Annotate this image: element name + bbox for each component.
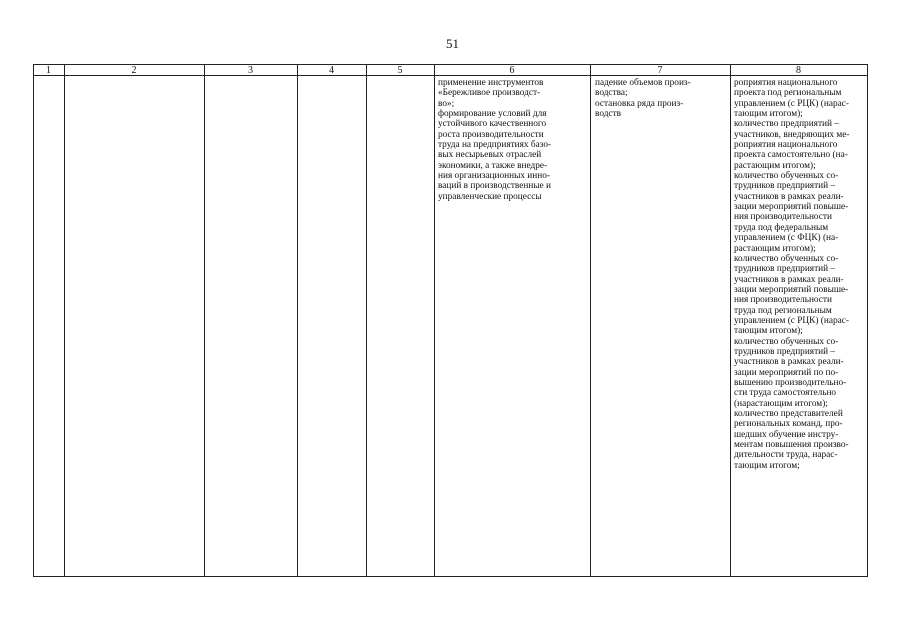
- column-number-1: 1: [46, 65, 51, 76]
- column-number-2: 2: [131, 65, 137, 76]
- column-number-3: 3: [248, 65, 253, 76]
- col-border-3: [297, 64, 298, 577]
- table-bottom-border: [33, 576, 868, 577]
- column-number-4: 4: [329, 65, 334, 76]
- col-border-7: [730, 64, 731, 577]
- cell-objectives: применение инструментов «Бережливое производст- во»; формирование условий для устойчивого качественного роста производительности труда на предприятиях базо- вых несырьевых отраслей экономики, а также внедре- ния организационных инно- ваций в производственные и управленческие процессы: [438, 78, 552, 202]
- cell-indicators: роприятия национального проекта под региональным управлением (с РЦК) (нарас- тающим итогом); количество предприятий – участников, внедряющих ме- роприятия национального проекта самостоятельно (на- растающим итогом); количество обученных со- трудников предприятий – участников в рамках реали- зации мероприятий повыше- ния производительности труда под федеральным управлением (с ФЦК) (на- растающим итогом); количество обученных со- трудников предприятий – участников в рамках реали- зации мероприятий повыше- ния производительности труда под региональным управлением (с РЦК) (нарас- тающим итогом); количество обученных со- трудников предприятий – участников в рамках реали- зации мероприятий по по- вышению производительно- сти труда самостоятельно (нарастающим итогом); количество представителей региональных команд, про- шедших обучение инстру- ментам повышения произво- дительности труда, нарас- тающим итогом;: [734, 78, 850, 471]
- col-border-6: [590, 64, 591, 577]
- col-border-left: [33, 64, 34, 577]
- col-border-2: [204, 64, 205, 577]
- column-number-8: 8: [796, 65, 801, 76]
- column-number-6: 6: [509, 65, 515, 76]
- cell-risks: падение объемов произ- водства; остановка ряда произ- водств: [595, 78, 691, 120]
- continuation-table: [33, 64, 868, 577]
- col-border-right: [867, 64, 868, 577]
- col-border-1: [64, 64, 65, 577]
- col-border-4: [366, 64, 367, 577]
- page-number: 51: [446, 36, 459, 51]
- column-number-5: 5: [397, 65, 403, 76]
- column-number-7: 7: [657, 65, 663, 76]
- col-border-5: [434, 64, 435, 577]
